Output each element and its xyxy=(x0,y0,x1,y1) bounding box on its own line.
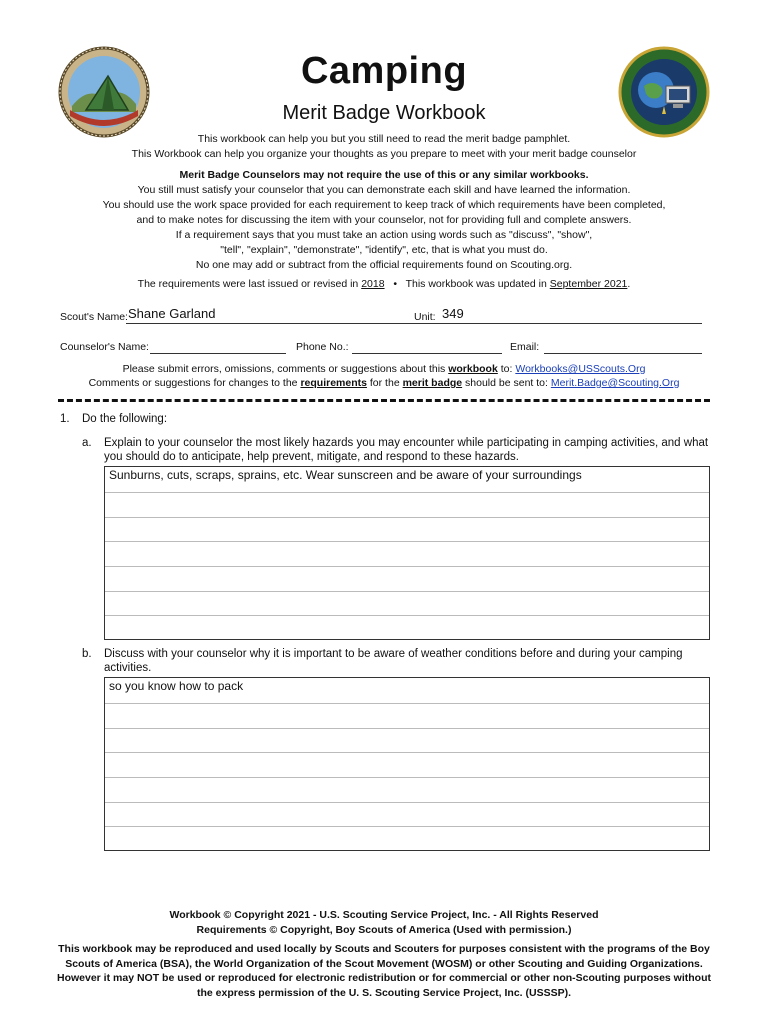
email-label: Email: xyxy=(510,341,540,353)
counselor-note-line: and to make notes for discussing the item with your counselor, not for providing full and complete answers. xyxy=(136,214,632,226)
phone-label: Phone No.: xyxy=(296,341,349,353)
scout-name-value: Shane Garland xyxy=(128,306,216,321)
answer-line xyxy=(105,591,709,592)
requirement-text xyxy=(104,436,710,464)
requirement-number: 1. xyxy=(60,413,70,425)
footer-copyright xyxy=(40,908,728,937)
page-title: Camping xyxy=(300,50,468,92)
answer-box-1b[interactable] xyxy=(104,677,710,851)
submit-bold: requirements xyxy=(300,377,367,389)
submit-text: Please submit errors, omissions, comments or suggestions about this xyxy=(122,363,446,375)
merit-badge-email-link[interactable]: Merit.Badge@Scouting.Org xyxy=(550,377,680,389)
counselor-note-line: If a requirement says that you must take an action using words such as "discuss", "show", xyxy=(175,229,593,241)
updated-date: September 2021 xyxy=(549,278,628,290)
submit-line-2 xyxy=(0,376,768,390)
answer-box-1a[interactable] xyxy=(104,466,710,640)
footer-line: Workbook © Copyright 2021 - U.S. Scouting Service Project, Inc. - All Rights Reserved xyxy=(169,909,599,921)
issued-prefix: The requirements were last issued or revised in xyxy=(137,278,359,290)
section-divider xyxy=(58,399,710,402)
requirement-line: Discuss with your counselor why it is important to be aware of weather conditions before and during your camping xyxy=(104,648,683,660)
email-field[interactable] xyxy=(544,341,702,354)
issued-year: 2018 xyxy=(361,278,385,290)
footer-line: However it may NOT be used or reproduced for electronic redistribution or for commercial or other non-Scouting purposes without xyxy=(57,972,711,984)
submit-bold: merit badge xyxy=(402,377,463,389)
requirement-text: Do the following: xyxy=(82,413,168,425)
requirement-letter: b. xyxy=(82,648,92,660)
requirement-text xyxy=(104,647,710,675)
counselor-name-field[interactable] xyxy=(150,341,286,354)
answer-line xyxy=(105,615,709,616)
answer-line xyxy=(105,703,709,704)
intro-text xyxy=(100,132,668,162)
workbooks-email-link[interactable]: Workbooks@USScouts.Org xyxy=(515,363,646,375)
issued-line: The requirements were last issued or revised in 2018 • This workbook was updated in September 2021. xyxy=(137,278,631,290)
answer-text-1b: so you know how to pack xyxy=(109,679,244,693)
footer-line: the express permission of the U. S. Scouting Service Project, Inc. (USSSP). xyxy=(196,986,572,999)
unit-field[interactable] xyxy=(438,311,702,324)
requirement-letter: a. xyxy=(82,437,92,449)
footer-usage xyxy=(40,942,728,1000)
answer-line xyxy=(105,802,709,803)
submit-line-1 xyxy=(0,362,768,376)
answer-line xyxy=(105,517,709,518)
submit-bold: workbook xyxy=(448,363,498,375)
counselor-note xyxy=(100,168,668,273)
intro-line: This Workbook can help you organize your thoughts as you prepare to meet with your merit badge counselor xyxy=(131,148,637,160)
requirement-line: activities. xyxy=(104,662,152,674)
counselor-note-line: You still must satisfy your counselor that you can demonstrate each skill and have learned the information. xyxy=(137,184,631,196)
answer-text-1a: Sunburns, cuts, scraps, sprains, etc. Wear sunscreen and be aware of your surroundings xyxy=(109,468,582,482)
submit-text: for the xyxy=(369,377,400,389)
counselor-note-line: "tell", "explain", "demonstrate", "identify", etc, that is what you must do. xyxy=(220,244,548,256)
footer-line: This workbook may be reproduced and used locally by Scouts and Scouters for purposes consistent with the programs of the Boy xyxy=(58,943,710,955)
scout-name-label: Scout's Name: xyxy=(60,311,128,323)
issued-bullet: • xyxy=(393,278,398,290)
footer-line: Requirements © Copyright, Boy Scouts of America (Used with permission.) xyxy=(196,923,572,936)
submit-text: Comments or suggestions for changes to the xyxy=(88,377,298,389)
requirement-line: Explain to your counselor the most likely hazards you may encounter while participating in camping activities, and what xyxy=(104,437,709,449)
answer-line xyxy=(105,492,709,493)
answer-line xyxy=(105,752,709,753)
counselor-note-line: No one may add or subtract from the official requirements found on Scouting.org. xyxy=(195,259,573,271)
requirement-line: you should do to anticipate, help prevent, mitigate, and respond to these hazards. xyxy=(104,451,519,463)
answer-line xyxy=(105,826,709,827)
answer-line xyxy=(105,777,709,778)
answer-line xyxy=(105,541,709,542)
phone-field[interactable] xyxy=(352,341,502,354)
submit-text: to: xyxy=(500,363,513,375)
counselor-name-label: Counselor's Name: xyxy=(60,341,149,353)
updated-prefix: This workbook was updated in xyxy=(405,278,547,290)
counselor-note-line: You should use the work space provided for each requirement to keep track of which requirements have been completed, xyxy=(102,199,666,211)
unit-label: Unit: xyxy=(414,311,436,323)
counselor-note-bold: Merit Badge Counselors may not require the use of this or any similar workbooks. xyxy=(179,169,589,181)
page-subtitle: Merit Badge Workbook xyxy=(282,102,486,124)
answer-line xyxy=(105,566,709,567)
footer-line: Scouts of America (BSA), the World Organization of the Scout Movement (WOSM) or other Scouting and Guiding Organizations. xyxy=(65,957,703,970)
unit-value: 349 xyxy=(442,306,464,321)
submit-info xyxy=(0,362,768,390)
submit-text: should be sent to: xyxy=(465,377,548,389)
intro-line: This workbook can help you but you still need to read the merit badge pamphlet. xyxy=(197,133,571,145)
answer-line xyxy=(105,728,709,729)
